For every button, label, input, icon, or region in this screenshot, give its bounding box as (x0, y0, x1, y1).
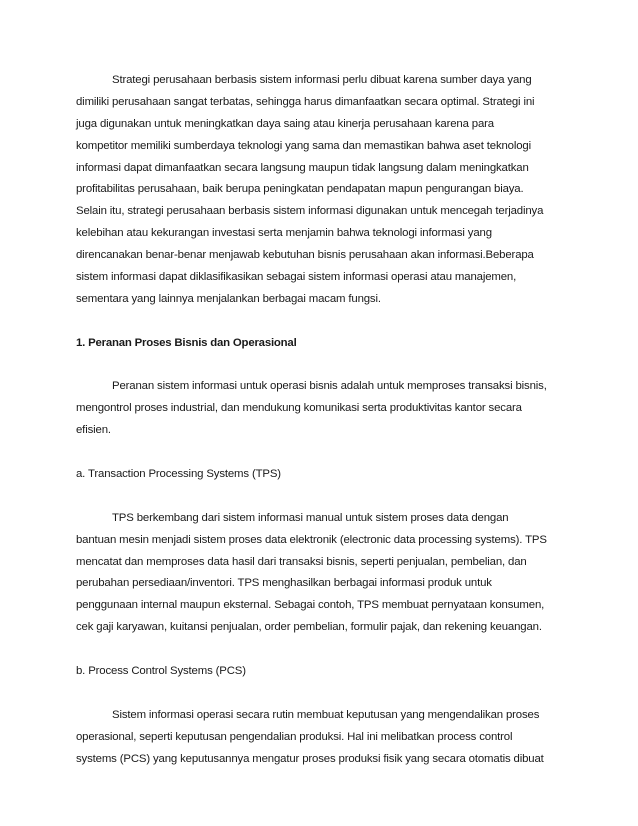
text-line: mengontrol proses industrial, dan mendukung komunikasi serta produktivitas kantor secara (76, 402, 522, 415)
text-line: Strategi perusahaan berbasis sistem informasi perlu dibuat karena sumber daya yang (112, 74, 532, 86)
text-line: systems (PCS) yang keputusannya mengatur proses produksi fisik yang secara otomatis dibuat (76, 752, 544, 765)
text-line: penggunaan internal maupun eksternal. Sebagai contoh, TPS membuat pernyataan konsumen, (76, 599, 545, 612)
text-line: Selain itu, strategi perusahaan berbasis sistem informasi digunakan untuk mencegah terjadinya (76, 205, 544, 218)
text-line: sistem informasi dapat diklasifikasikan sebagai sistem informasi operasi atau manajemen, (76, 271, 517, 284)
paragraph-spacer (76, 311, 566, 333)
paragraph-spacer (76, 355, 566, 377)
section-heading: 1. Peranan Proses Bisnis dan Operasional (76, 336, 297, 349)
document-body (76, 70, 566, 771)
text-line: perubahan persediaan/inventori. TPS menghasilkan berbagai informasi produk untuk (76, 577, 492, 590)
text-line: profitabilitas perusahaan, baik berupa peningkatan pendapatan mapun pengurangan biaya. (76, 183, 524, 196)
paragraph-spacer (76, 442, 566, 464)
paragraph-intro (76, 70, 566, 311)
subsection-heading: b. Process Control Systems (PCS) (76, 665, 246, 678)
text-line: kelebihan atau kekurangan investasi serta menjamin bahwa teknologi informasi yang (76, 227, 492, 240)
text-line: Peranan sistem informasi untuk operasi bisnis adalah untuk memproses transaksi bisnis, (112, 380, 547, 393)
text-line: TPS berkembang dari sistem informasi manual untuk sistem proses data dengan (112, 511, 509, 524)
text-line: cek gaji karyawan, kuitansi penjualan, order pembelian, formulir pajak, dan rekening keuangan. (76, 621, 542, 634)
paragraph-spacer (76, 486, 566, 508)
paragraph-operations (76, 376, 566, 442)
text-line: Sistem informasi operasi secara rutin membuat keputusan yang mengendalikan proses (112, 708, 540, 721)
subsection-heading: a. Transaction Processing Systems (TPS) (76, 468, 281, 481)
text-line: mencatat dan memproses data hasil dari transaksi bisnis, seperti penjualan, pembelian, dan (76, 555, 527, 568)
text-line: sementara yang lainnya menjalankan berbagai macam fungsi. (76, 292, 381, 305)
text-line: kompetitor memiliki sumberdaya teknologi yang sama dan memastikan bahwa aset teknologi (76, 139, 531, 152)
text-line: operasional, seperti keputusan pengendalian produksi. Hal ini melibatkan process control (76, 730, 513, 743)
text-line: juga digunakan untuk meningkatkan daya saing atau kinerja perusahaan karena para (76, 117, 494, 130)
paragraph-spacer (76, 683, 566, 705)
paragraph-tps (76, 508, 566, 639)
text-line: dimiliki perusahaan sangat terbatas, sehingga harus dimanfaatkan secara optimal. Strategi ini (76, 95, 535, 108)
text-line: bantuan mesin menjadi sistem proses data elektronik (electronic data processing systems). TPS (76, 533, 547, 546)
text-line: efisien. (76, 424, 111, 437)
text-line: direncanakan benar-benar menjawab kebutuhan bisnis perusahaan akan informasi.Beberapa (76, 249, 534, 262)
paragraph-pcs (76, 705, 566, 771)
paragraph-spacer (76, 639, 566, 661)
text-line: informasi dapat dimanfaatkan secara langsung maupun tidak langsung dalam meningkatkan (76, 161, 529, 174)
